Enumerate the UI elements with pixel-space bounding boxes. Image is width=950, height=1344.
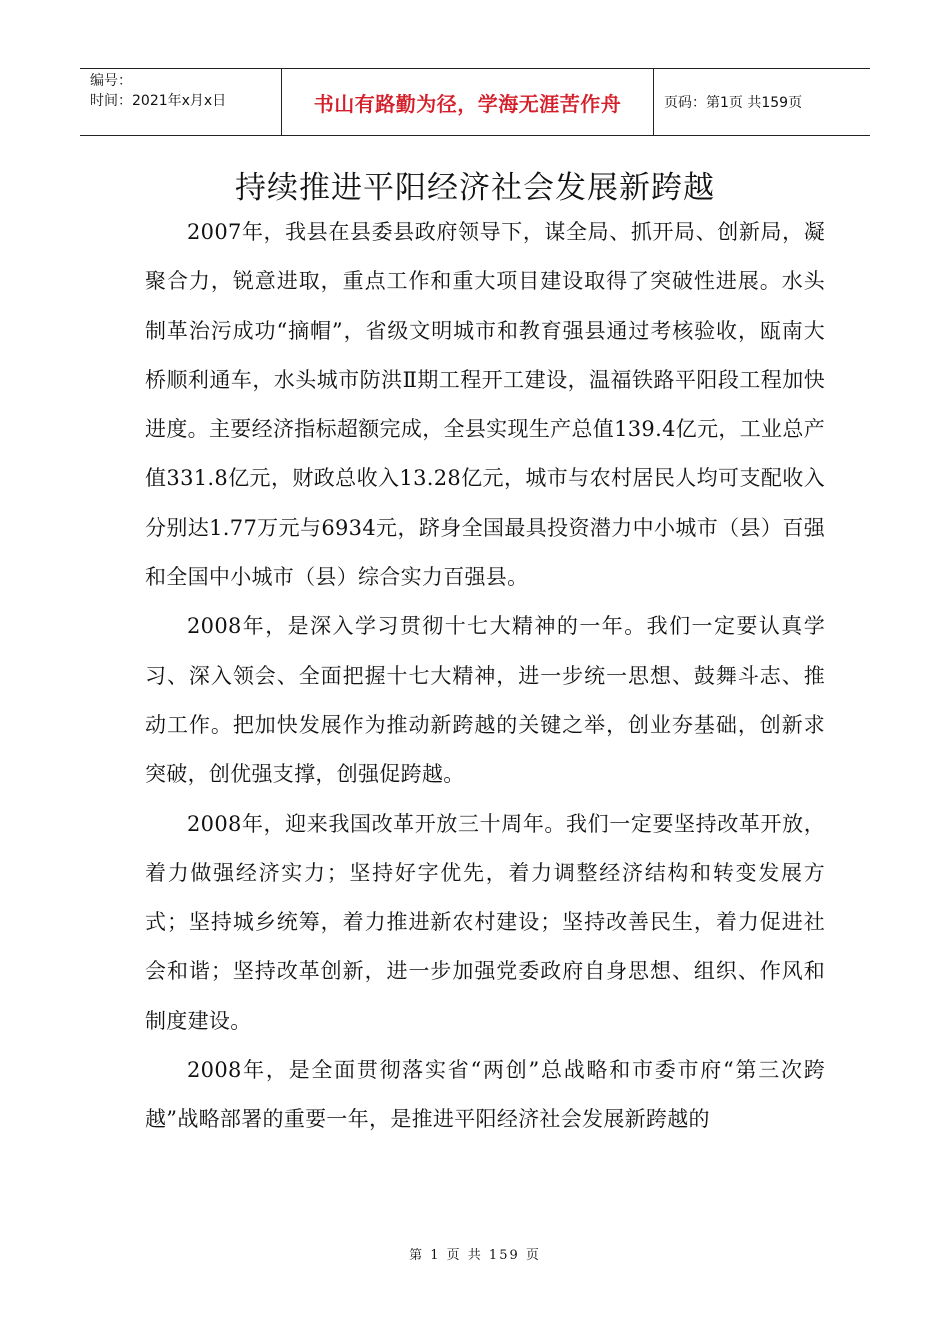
serial-number-label: 编号： bbox=[90, 73, 132, 89]
page-footer: 第 1 页 共 159 页 bbox=[409, 1248, 541, 1263]
document-header bbox=[80, 68, 870, 136]
header-motto: 书山有路勤为径，学海无涯苦作舟 bbox=[313, 91, 622, 116]
date-label: 时间：2021年x月x日 bbox=[90, 93, 227, 109]
paragraph-1: 2007年，我县在县委县政府领导下，谋全局、抓开局、创新局，凝聚合力，锐意进取，重点工作和重大项目建设取得了突破性进展。水头制革治污成功“摘帽”，省级文明城市和教育强县通过考核验收，瓯南大桥顺利通车，水头城市防洪Ⅱ期工程开工建设，温福铁路平阳段工程加快进度。主要经济指标超额完成，全县实现生产总值139.4亿元，工业总产值331.8亿元，财政总收入13.28亿元，城市与农村居民人均可支配收入分别达1.77万元与6934元，跻身全国最具投资潜力中小城市（县）百强和全国中小城市（县）综合实力百强县。 bbox=[145, 220, 825, 590]
document-body bbox=[145, 208, 825, 1145]
paragraph-2: 2008年，是深入学习贯彻十七大精神的一年。我们一定要认真学习、深入领会、全面把握十七大精神，进一步统一思想、鼓舞斗志、推动工作。把加快发展作为推动新跨越的关键之举，创业夯基础，创新求突破，创优强支撑，创强促跨越。 bbox=[145, 614, 825, 787]
header-meta bbox=[80, 69, 282, 135]
paragraph-3: 2008年，迎来我国改革开放三十周年。我们一定要坚持改革开放，着力做强经济实力；坚持好字优先，着力调整经济结构和转变发展方式；坚持城乡统筹，着力推进新农村建设；坚持改善民生，着力促进社会和谐；坚持改革创新，进一步加强党委政府自身思想、组织、作风和制度建设。 bbox=[145, 811, 825, 1033]
paragraph-4: 2008年，是全面贯彻落实省“两创”总战略和市委市府“第三次跨越”战略部署的重要一年，是推进平阳经济社会发展新跨越的 bbox=[145, 1058, 825, 1132]
document-title: 持续推进平阳经济社会发展新跨越 bbox=[235, 170, 715, 206]
header-motto-cell bbox=[282, 69, 654, 135]
header-page-info: 页码：第1页 共159页 bbox=[664, 95, 803, 111]
header-page-info-cell bbox=[654, 69, 870, 135]
